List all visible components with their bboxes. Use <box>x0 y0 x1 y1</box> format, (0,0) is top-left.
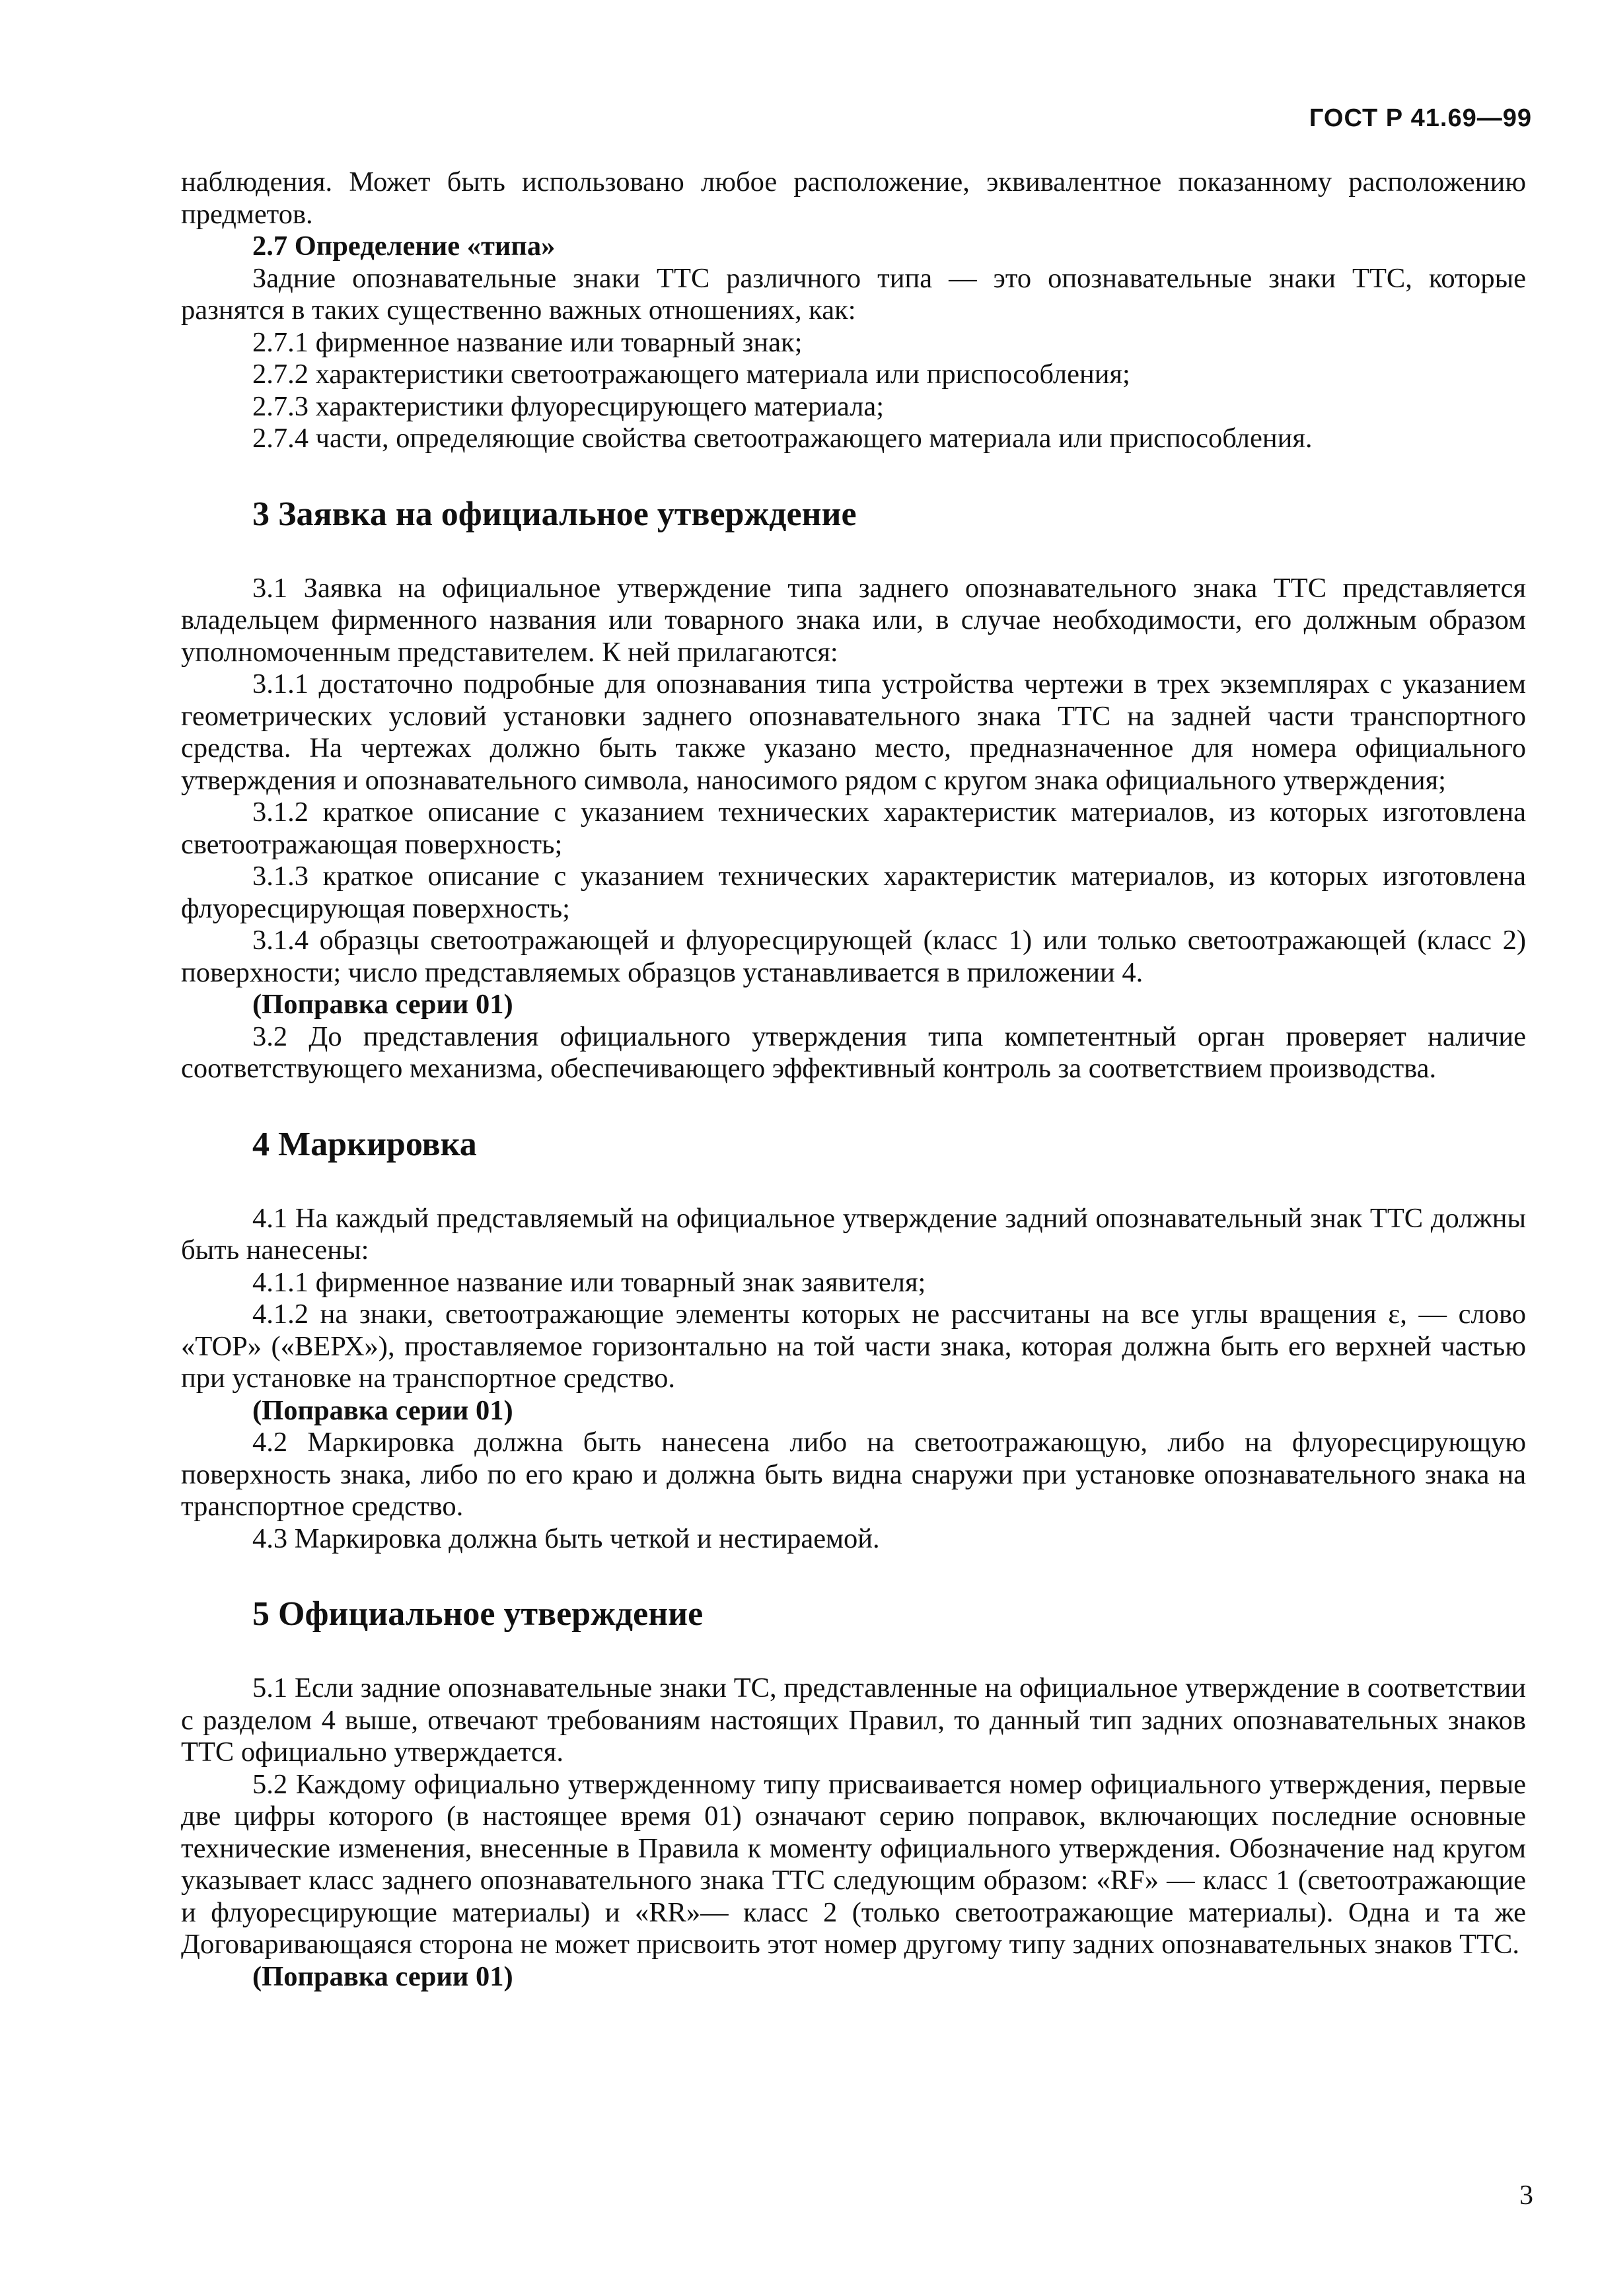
paragraph-4-3: 4.3 Маркировка должна быть четкой и нестираемой. <box>252 1523 880 1554</box>
amendment-note-section-4: (Поправка серии 01) <box>252 1394 513 1426</box>
paragraph-5-2: 5.2 Каждому официально утвержденному типу присваивается номер официального утверждения, первые две цифры которого (в настоящее время 01) означают серию поправок, включающих последние основные технические изменения, внесенные в Правила к моменту официального утверждения. Обозначение над кругом указывает класс заднего опознавательного знака ТТС следующим образом: «RF» — класс 1 (светоотражающие и флуоресцирующие материалы) и «RR»— класс 2 (только светоотражающие материалы). Одна и та же Договаривающаяся сторона не может присвоить этот номер другому типу задних опознавательных знаков ТТС. <box>181 1768 1526 1960</box>
document-body <box>181 166 1526 1993</box>
section-4-title: 4 Маркировка <box>252 1125 477 1163</box>
list-item-2-7-1: 2.7.1 фирменное название или товарный знак; <box>252 326 803 358</box>
paragraph-3-2: 3.2 До представления официального утверждения типа компетентный орган проверяет наличие соответствующего механизма, обеспечивающего эффективный контроль за соответствием производства. <box>181 1021 1526 1084</box>
subsection-2-7-lead: Задние опознавательные знаки ТТС различного типа — это опознавательные знаки ТТС, которые разнятся в таких существенно важных отношениях, как: <box>181 262 1526 326</box>
document-code-header: ГОСТ Р 41.69—99 <box>1309 104 1532 132</box>
section-5-title: 5 Официальное утверждение <box>252 1595 704 1633</box>
paragraph-4-1-1: 4.1.1 фирменное название или товарный знак заявителя; <box>252 1266 926 1298</box>
paragraph-3-1-4: 3.1.4 образцы светоотражающей и флуоресцирующей (класс 1) или только светоотражающей (класс 2) поверхности; число представляемых образцов устанавливается в приложении 4. <box>181 925 1526 988</box>
paragraph-3-1-2: 3.1.2 краткое описание с указанием технических характеристик материалов, из которых изготовлена светоотражающая поверхность; <box>181 797 1526 860</box>
list-item-2-7-3: 2.7.3 характеристики флуоресцирующего материала; <box>252 390 885 422</box>
subsection-2-7-title: 2.7 Определение «типа» <box>252 231 556 262</box>
paragraph-3-1-3: 3.1.3 краткое описание с указанием технических характеристик материалов, из которых изготовлена флуоресцирующая поверхность; <box>181 861 1526 924</box>
paragraph-5-1: 5.1 Если задние опознавательные знаки ТС, представленные на официальное утверждение в соответствии с разделом 4 выше, отвечают требованиям настоящих Правил, то данный тип задних опознавательных знаков ТТС официально утверждается. <box>181 1672 1526 1768</box>
paragraph-4-1: 4.1 На каждый представляемый на официальное утверждение задний опознавательный знак ТТС должны быть нанесены: <box>181 1202 1526 1266</box>
page-number: 3 <box>1519 2180 1533 2211</box>
paragraph-4-2: 4.2 Маркировка должна быть нанесена либо на светоотражающую, либо на флуоресцирующую поверхность знака, либо по его краю и должна быть видна снаружи при установке опознавательного знака на транспортное средство. <box>181 1427 1526 1522</box>
section-3-title: 3 Заявка на официальное утверждение <box>252 495 857 533</box>
amendment-note-section-3: (Поправка серии 01) <box>252 989 513 1020</box>
list-item-2-7-4: 2.7.4 части, определяющие свойства светоотражающего материала или приспособления. <box>252 423 1313 454</box>
paragraph-4-1-2: 4.1.2 на знаки, светоотражающие элементы которых не рассчитаны на все углы вращения ε, — слово «TOP» («ВЕРХ»), проставляемое горизонтально на той части знака, которая должна быть его верхней частью при установке на транспортное средство. <box>181 1299 1526 1394</box>
amendment-note-section-5: (Поправка серии 01) <box>252 1960 513 1992</box>
list-item-2-7-2: 2.7.2 характеристики светоотражающего материала или приспособления; <box>252 359 1130 390</box>
paragraph-3-1: 3.1 Заявка на официальное утверждение типа заднего опознавательного знака ТТС представляется владельцем фирменного названия или товарного знака или, в случае необходимости, его должным образом уполномоченным представителем. К ней прилагаются: <box>181 572 1526 668</box>
paragraph-3-1-1: 3.1.1 достаточно подробные для опознавания типа устройства чертежи в трех экземплярах с указанием геометрических условий установки заднего опознавательного знака ТТС на задней части транспортного средства. На чертежах должно быть также указано место, предназначенное для номера официального утверждения и опознавательного символа, наносимого рядом с кругом знака официального утверждения; <box>181 668 1526 796</box>
intro-continuation-paragraph: наблюдения. Может быть использовано любое расположение, эквивалентное показанному расположению предметов. <box>181 166 1526 230</box>
